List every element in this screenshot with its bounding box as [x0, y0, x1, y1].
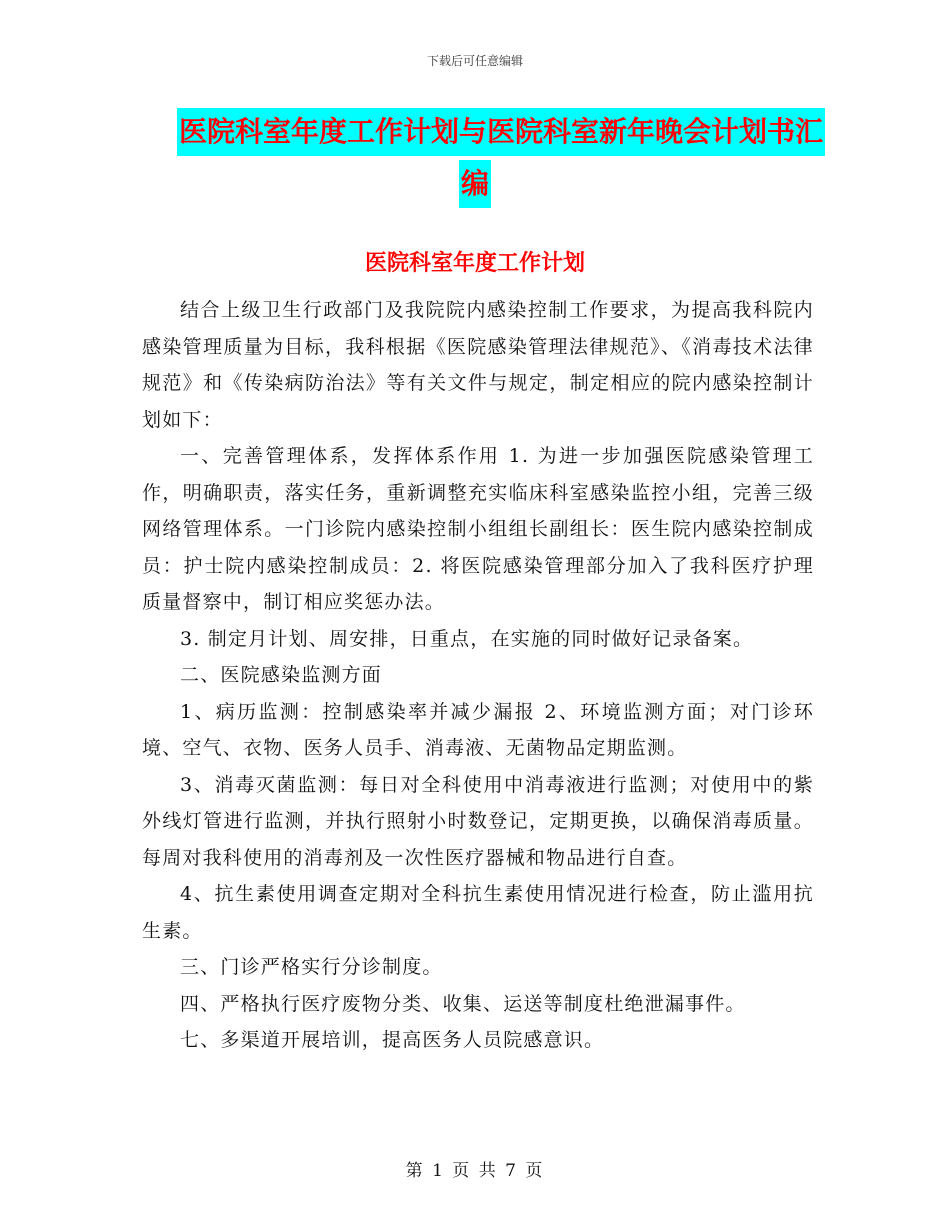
- paragraph: 1、病历监测：控制感染率并减少漏报 2、环境监测方面；对门诊环境、空气、衣物、医务人员手、消毒液、无菌物品定期监测。: [142, 700, 814, 759]
- page-number: 第 1 页 共 7 页: [405, 1161, 545, 1181]
- paragraph: 结合上级卫生行政部门及我院院内感染控制工作要求，为提高我科院内感染管理质量为目标，我科根据《医院感染管理法律规范》、《消毒技术法律规范》和《传染病防治法》等有关文件与规定，制定相应的院内感染控制计划如下：: [142, 299, 814, 431]
- document-body: [142, 292, 814, 1059]
- section-heading: 医院科室年度工作计划: [364, 251, 585, 276]
- paragraph: 七、多渠道开展培训，提高医务人员院感意识。: [180, 1029, 605, 1051]
- paragraph: 一、完善管理体系，发挥体系作用 1. 为进一步加强医院感染管理工作，明确职责，落实任务，重新调整充实临床科室感染监控小组，完善三级网络管理体系。一门诊院内感染控制小组组长副组长：医生院内感染控制成员：护士院内感染控制成员：2. 将医院感染管理部分加入了我科医疗护理质量督察中，制订相应奖惩办法。: [142, 445, 814, 613]
- header-note: 下载后可任意编辑: [426, 54, 523, 68]
- paragraph: 3、消毒灭菌监测：每日对全科使用中消毒液进行监测；对使用中的紫外线灯管进行监测，并执行照射小时数登记，定期更换，以确保消毒质量。每周对我科使用的消毒剂及一次性医疗器械和物品进行自查。: [142, 773, 814, 869]
- paragraph: 二、医院感染监测方面: [180, 664, 383, 686]
- paragraph: 四、严格执行医疗废物分类、收集、运送等制度杜绝泄漏事件。: [180, 992, 746, 1015]
- paragraph: 3. 制定月计划、周安排，日重点，在实施的同时做好记录备案。: [180, 627, 754, 650]
- paragraph: 三、门诊严格实行分诊制度。: [180, 956, 443, 978]
- document-title-line-2: 编: [459, 160, 491, 208]
- paragraph: 4、抗生素使用调查定期对全科抗生素使用情况进行检查，防止滥用抗生素。: [142, 883, 814, 942]
- document-title: [0, 108, 950, 212]
- document-title-line-1: 医院科室年度工作计划与医院科室新年晚会计划书汇: [177, 108, 825, 156]
